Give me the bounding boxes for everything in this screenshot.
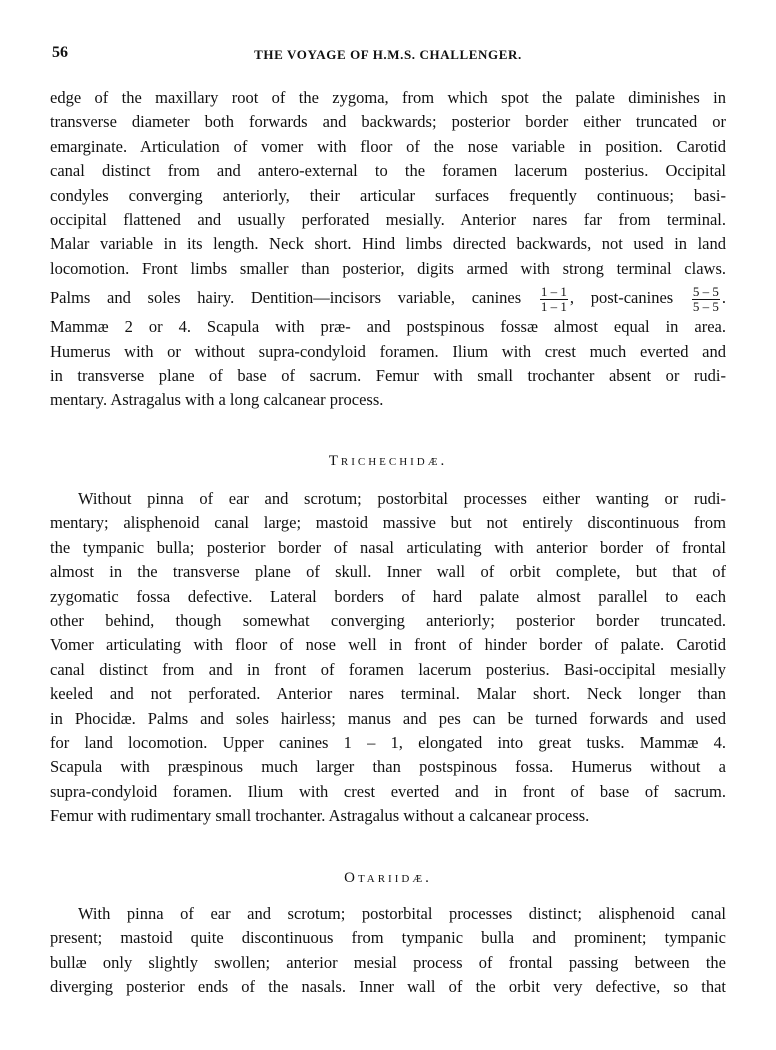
text-line: locomotion. Front limbs smaller than posterior, digits armed with strong terminal claws. xyxy=(50,258,726,278)
text-line: Humerus with or without supra-condyloid foramen. Ilium with crest much everted and xyxy=(50,341,726,361)
section-heading-otariidae: Otariidæ. xyxy=(344,870,432,886)
text-line: With pinna of ear and scrotum; postorbital processes distinct; alisphenoid canal xyxy=(78,904,726,923)
postcanines-formula xyxy=(692,285,720,314)
section-continued-text xyxy=(50,86,726,413)
text-line: Malar variable in its length. Neck short. Hind limbs directed backwards, not used in land xyxy=(50,234,726,254)
text-line: emarginate. Articulation of vomer with floor of the nose variable in position. Carotid xyxy=(50,136,726,156)
page-header xyxy=(52,44,724,68)
text-line: canal distinct from and in front of foramen lacerum posterius. Basi-occipital mesially xyxy=(50,659,726,679)
text-line: almost in the transverse plane of skull. Inner wall of orbit complete, but that of xyxy=(50,562,726,582)
text-line: zygomatic fossa defective. Lateral borders of hard palate almost parallel to each xyxy=(50,586,726,606)
text-line: mentary; alisphenoid canal large; mastoid massive but not entirely discontinuous from xyxy=(50,513,726,533)
text-line: other behind, though somewhat converging anteriorly; posterior border truncated. xyxy=(50,610,726,630)
dentition-end: . xyxy=(721,288,727,308)
text-line: keeled and not perforated. Anterior nares terminal. Malar short. Neck longer than xyxy=(50,684,726,704)
postcanines-denominator: 5 – 5 xyxy=(692,298,719,314)
dentition-lead: Palms and soles hairy. Dentition—incisors variable, canines xyxy=(50,288,522,308)
text-line: occipital flattened and usually perforated mesially. Anterior nares far from terminal. xyxy=(50,209,726,229)
text-line: Scapula with præspinous much larger than postspinous fossa. Humerus without a xyxy=(50,757,726,777)
text-line: transverse diameter both forwards and backwards; posterior border either truncated or xyxy=(50,112,726,132)
text-line: in transverse plane of base of sacrum. Femur with small trochanter absent or rudi- xyxy=(50,365,726,385)
running-title: THE VOYAGE OF H.M.S. CHALLENGER. xyxy=(254,47,522,62)
postcanines-numerator: 5 – 5 xyxy=(692,283,719,299)
text-line: in Phocidæ. Palms and soles hairless; manus and pes can be turned forwards and used xyxy=(50,708,726,728)
text-line: present; mastoid quite discontinuous from tympanic bulla and prominent; tympanic xyxy=(50,928,726,948)
section-trichechidae-text xyxy=(50,487,726,828)
section-otariidae-text xyxy=(50,902,726,1000)
canines-denominator: 1 – 1 xyxy=(540,298,567,314)
canines-formula xyxy=(540,285,568,314)
dentition-line xyxy=(50,281,726,315)
text-line: Without pinna of ear and scrotum; postorbital processes either wanting or rudi- xyxy=(78,489,726,508)
text-line: Mammæ 2 or 4. Scapula with præ- and postspinous fossæ almost equal in area. xyxy=(50,317,726,337)
text-line: diverging posterior ends of the nasals. Inner wall of the orbit very defective, so that xyxy=(50,977,726,997)
dentition-middle: , post-canines xyxy=(569,288,674,308)
page-number: 56 xyxy=(52,44,68,61)
text-line: Femur with rudimentary small trochanter. Astragalus without a calcanear process. xyxy=(50,806,590,826)
text-line: condyles converging anteriorly, their articular surfaces frequently continuous; basi- xyxy=(50,185,726,205)
text-line: canal distinct from and antero-external to the foramen lacerum posterius. Occipital xyxy=(50,161,726,181)
text-line: the tympanic bulla; posterior border of nasal articulating with anterior border of frontal xyxy=(50,537,726,557)
text-line: for land locomotion. Upper canines 1 – 1, elongated into great tusks. Mammæ 4. xyxy=(50,732,726,752)
text-line: supra-condyloid foramen. Ilium with crest everted and in front of base of sacrum. xyxy=(50,781,726,801)
section-heading-trichechidae: Trichechidæ. xyxy=(328,453,448,469)
text-line: edge of the maxillary root of the zygoma, from which spot the palate diminishes in xyxy=(50,88,726,107)
text-line: Vomer articulating with floor of nose well in front of hinder border of palate. Carotid xyxy=(50,635,726,655)
canines-numerator: 1 – 1 xyxy=(540,283,567,299)
text-line: mentary. Astragalus with a long calcanear process. xyxy=(50,390,384,410)
text-line: bullæ only slightly swollen; anterior mesial process of frontal passing between the xyxy=(50,952,726,972)
